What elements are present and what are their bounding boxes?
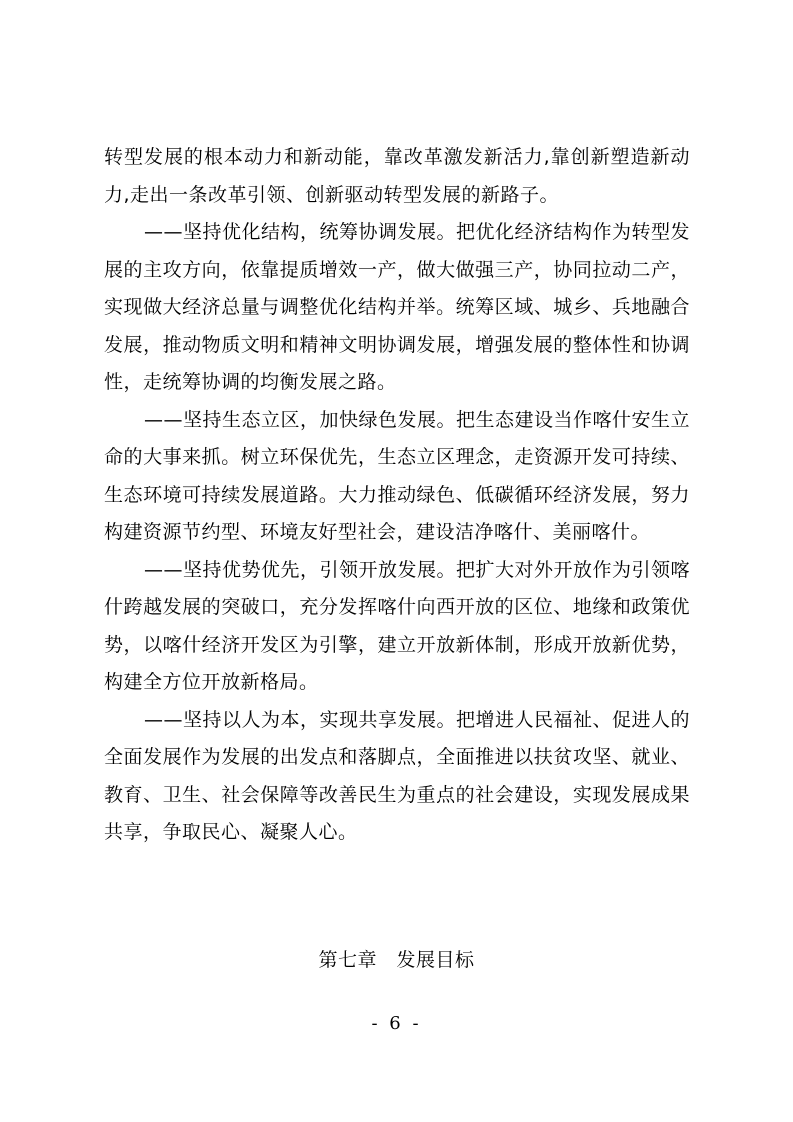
page-number: - 6 - [371, 1013, 422, 1034]
paragraph-ecology: ——坚持生态立区，加快绿色发展。把生态建设当作喀什安生立命的大事来抓。树立环保优先，生态立区理念，走资源开发可持续、生态环境可持续发展道路。大力推动绿色、低碳循环经济发展，努力构建资源节约型、环境友好型社会，建设洁净喀什、美丽喀什。 [104, 408, 691, 543]
paragraph-continuation: 转型发展的根本动力和新动能，靠改革激发新活力,靠创新塑造新动力,走出一条改革引领、创新驱动转型发展的新路子。 [104, 146, 690, 206]
paragraph-opening-up: ——坚持优势优先，引领开放发展。把扩大对外开放作为引领喀什跨越发展的突破口，充分发挥喀什向西开放的区位、地缘和政策优势，以喀什经济开发区为引擎，建立开放新体制，形成开放新优势，构建全方位开放新格局。 [104, 558, 691, 693]
chapter-heading: 第七章 发展目标 [318, 949, 475, 971]
paragraph-optimize-structure: ——坚持优化结构，统筹协调发展。把优化经济结构作为转型发展的主攻方向，依靠提质增效一产，做大做强三产，协同拉动二产，实现做大经济总量与调整优化结构并举。统筹区域、城乡、兵地融合发展，推动物质文明和精神文明协调发展，增强发展的整体性和协调性，走统筹协调的均衡发展之路。 [104, 221, 691, 393]
paragraph-people-oriented: ——坚持以人为本，实现共享发展。把增进人民福祉、促进人的全面发展作为发展的出发点和落脚点，全面推进以扶贫攻坚、就业、教育、卫生、社会保障等改善民生为重点的社会建设，实现发展成果共享，争取民心、凝聚人心。 [104, 708, 691, 843]
body-text [104, 139, 690, 852]
